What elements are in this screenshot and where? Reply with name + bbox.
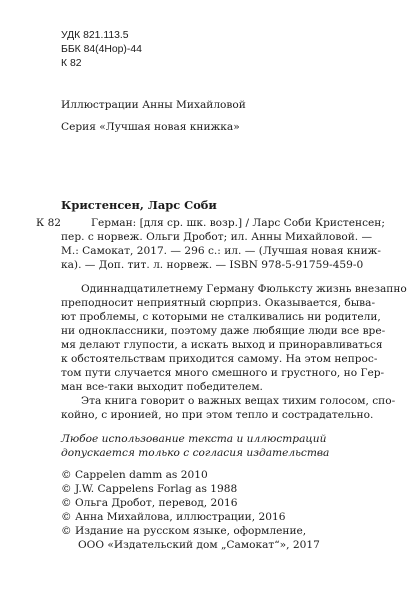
copyright-line: © J.W. Cappelens Forlag as 1988 — [61, 483, 238, 495]
annotation-line: преподносит неприятный сюрприз. Оказывается, быва- — [61, 297, 376, 309]
catalog-line: пер. с норвеж. Ольги Дробот; ил. Анны Михайловой. — — [61, 231, 373, 243]
copyright-line: © Издание на русском языке, оформление, — [61, 525, 307, 537]
annotation-line: ют проблемы, с которыми не сталкивались ни родители, — [61, 311, 381, 323]
annotation-line: ни одноклассники, поэтому даже любящие люди все вре- — [61, 325, 386, 337]
bbk-code: ББК 84(4Нор)-44 — [61, 44, 142, 55]
usage-notice: допускается только с согласия издательства — [61, 447, 330, 459]
catalog-line: Герман: [для ср. шк. возр.] / Ларс Соби Кристенсен; — [91, 217, 385, 229]
copyright-line: © Анна Михайлова, иллюстрации, 2016 — [61, 511, 286, 523]
annotation-line: ман все-таки выходит победителем. — [61, 381, 263, 393]
annotation-line: Эта книга говорит о важных вещах тихим голосом, спо- — [81, 395, 396, 407]
annotation-line: том пути случается много смешного и грустного, но Гер- — [61, 367, 385, 379]
annotation-line: Одиннадцатилетнему Герману Фюльксту жизнь внезапно — [81, 283, 407, 295]
annotation-line: мя делают глупости, а искать выход и приноравливаться — [61, 339, 383, 351]
copyright-line: © Ольга Дробот, перевод, 2016 — [61, 497, 238, 509]
catalog-mark: К 82 — [36, 217, 62, 229]
copyright-line: © Cappelen damm as 2010 — [61, 469, 208, 481]
usage-notice: Любое использование текста и иллюстраций — [61, 433, 327, 445]
catalog-line: ка). — Доп. тит. л. норвеж. — ISBN 978-5-91759-459-0 — [61, 259, 364, 271]
catalog-author: Кристенсен, Ларс Соби — [61, 198, 217, 212]
author-mark: К 82 — [61, 58, 82, 69]
annotation-line: койно, с иронией, но при этом тепло и сострадательно. — [61, 409, 374, 421]
illustrator-credit: Иллюстрации Анны Михайловой — [61, 99, 246, 111]
udk-code: УДК 821.113.5 — [61, 30, 129, 41]
series-title: Серия «Лучшая новая книжка» — [61, 121, 240, 133]
catalog-line: М.: Самокат, 2017. — 296 с.: ил. — (Лучшая новая книж- — [61, 245, 381, 257]
annotation-line: к обстоятельствам приходится самому. На этом непрос- — [61, 353, 378, 365]
copyright-line: ООО «Издательский дом „Самокат“», 2017 — [78, 539, 320, 551]
